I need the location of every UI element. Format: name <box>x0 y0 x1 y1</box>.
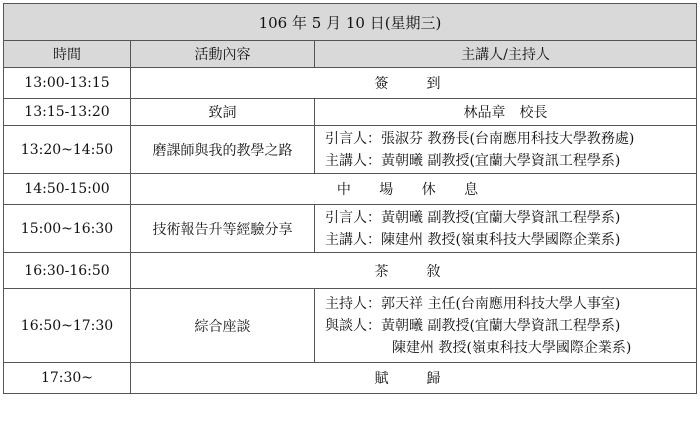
column-header-time: 時間 <box>4 41 131 68</box>
speaker-line: 主講人：陳建州 教授(嶺東科技大學國際企業系) <box>325 231 621 248</box>
table-row <box>4 205 697 253</box>
time-cell: 17:30~ <box>4 363 131 394</box>
table-row <box>4 99 697 126</box>
activity-span-cell: 賦 歸 <box>131 363 697 394</box>
speaker-line: 主持人：郭天祥 主任(台南應用科技大學人事室) <box>325 295 621 312</box>
time-cell: 16:50~17:30 <box>4 289 131 363</box>
table-row <box>4 126 697 174</box>
activity-cell: 磨課師與我的教學之路 <box>131 126 315 174</box>
speaker-cell <box>315 289 697 363</box>
time-cell: 13:00-13:15 <box>4 68 131 99</box>
schedule-table <box>3 3 697 394</box>
table-row <box>4 68 697 99</box>
column-header-activity: 活動內容 <box>131 41 315 68</box>
table-row <box>4 253 697 289</box>
activity-cell: 綜合座談 <box>131 289 315 363</box>
time-cell: 13:15-13:20 <box>4 99 131 126</box>
speaker-cell <box>315 126 697 174</box>
time-cell: 15:00~16:30 <box>4 205 131 253</box>
activity-span-cell: 茶 敘 <box>131 253 697 289</box>
speaker-line: 陳建州 教授(嶺東科技大學國際企業系) <box>392 339 632 356</box>
schedule-date-title: 106 年 5 月 10 日(星期三) <box>4 4 697 41</box>
table-row <box>4 363 697 394</box>
time-cell: 14:50-15:00 <box>4 174 131 205</box>
table-row <box>4 174 697 205</box>
speaker-line: 主講人：黃朝曦 副教授(宜蘭大學資訊工程學系) <box>325 152 621 169</box>
speaker-cell: 林品章 校長 <box>315 99 697 126</box>
time-cell: 13:20~14:50 <box>4 126 131 174</box>
column-header-speaker: 主講人/主持人 <box>315 41 697 68</box>
activity-span-cell: 中 場 休 息 <box>131 174 697 205</box>
speaker-cell <box>315 205 697 253</box>
activity-cell: 技術報告升等經驗分享 <box>131 205 315 253</box>
speaker-line: 引言人：黃朝曦 副教授(宜蘭大學資訊工程學系) <box>325 209 621 226</box>
speaker-line: 引言人：張淑芬 教務長(台南應用科技大學教務處) <box>325 130 635 147</box>
activity-cell: 致詞 <box>131 99 315 126</box>
speaker-line: 與談人：黃朝曦 副教授(宜蘭大學資訊工程學系) <box>325 317 621 334</box>
time-cell: 16:30-16:50 <box>4 253 131 289</box>
activity-span-cell: 簽 到 <box>131 68 697 99</box>
table-row <box>4 289 697 363</box>
